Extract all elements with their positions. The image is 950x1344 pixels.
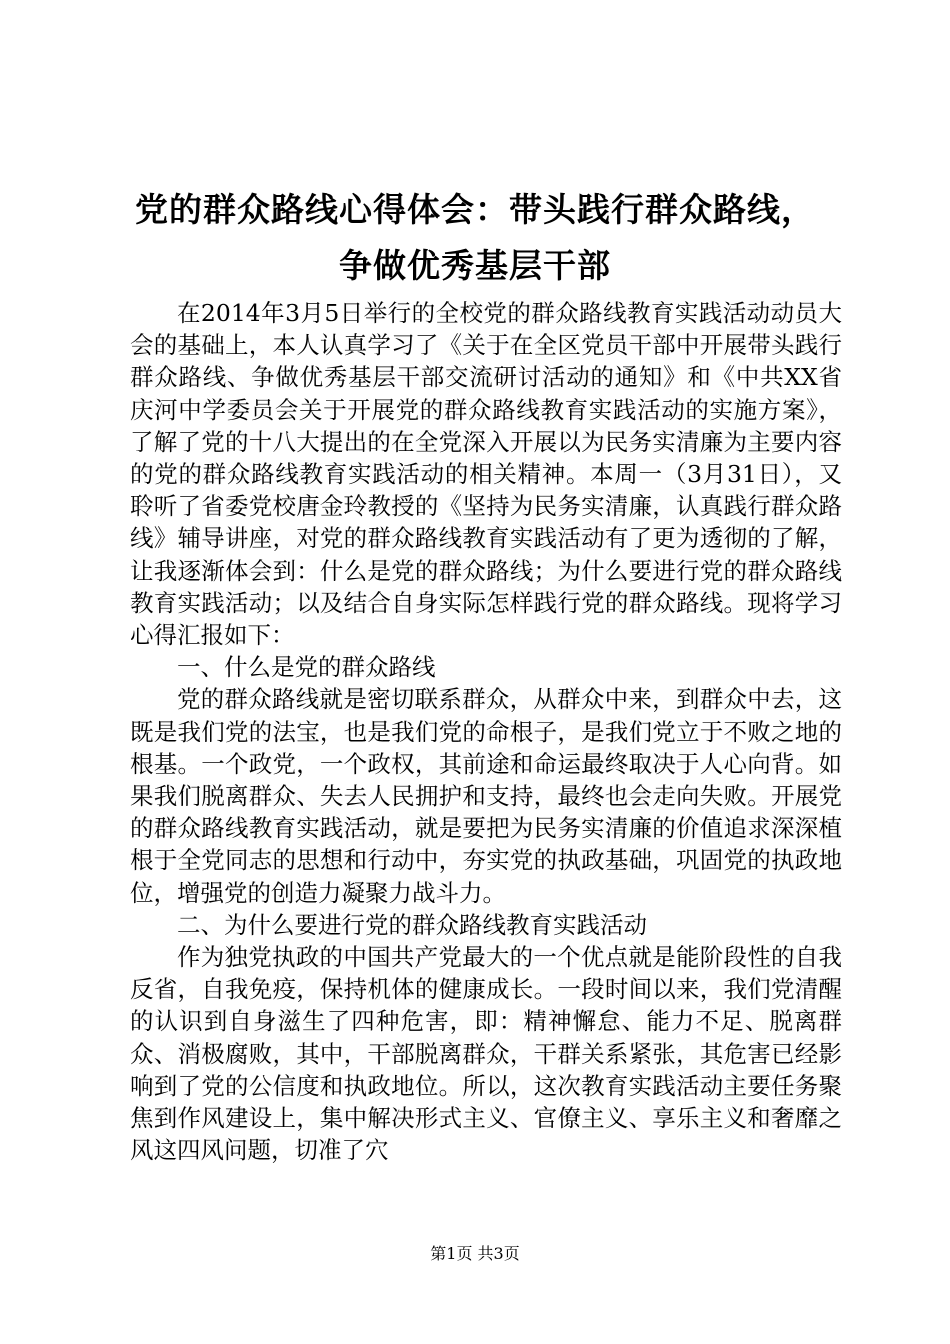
document-title-line-2: 争做优秀基层干部 [339,246,611,285]
paragraph-section-2: 作为独党执政的中国共产党最大的一个优点就是能阶段性的自我反省，自我免疫，保持机体的健康成长。一段时间以来，我们党清醒的认识到自身滋生了四种危害，即：精神懈怠、能力不足、脱离群众、消极腐败，其中，干部脱离群众，干群关系紧张，其危害已经影响到了党的公信度和执政地位。所以，这次教育实践活动主要任务聚焦到作风建设上，集中解决形式主义、官僚主义、享乐主义和奢靡之风这四风问题，切准了穴 [130,943,842,1165]
document-body [130,297,842,1166]
section-heading-2: 二、为什么要进行党的群众路线教育实践活动 [177,910,647,939]
paragraph-intro: 在2014年3月5日举行的全校党的群众路线教育实践活动动员大会的基础上，本人认真学习了《关于在全区党员干部中开展带头践行群众路线、争做优秀基层干部交流研讨活动的通知》和《中共XX省庆河中学委员会关于开展党的群众路线教育实践活动的实施方案》，了解了党的十八大提出的在全党深入开展以为民务实清廉为主要内容的党的群众路线教育实践活动的相关精神。本周一（3月31日），又聆听了省委党校唐金玲教授的《坚持为民务实清廉，认真践行群众路线》辅导讲座，对党的群众路线教育实践活动有了更为透彻的了解，让我逐渐体会到：什么是党的群众路线；为什么要进行党的群众路线教育实践活动；以及结合自身实际怎样践行党的群众路线。现将学习心得汇报如下： [130,299,842,650]
page-number-footer: 第1页 共3页 [430,1244,520,1263]
section-heading-1: 一、什么是党的群众路线 [177,653,436,682]
paragraph-section-1: 党的群众路线就是密切联系群众，从群众中来，到群众中去，这既是我们党的法宝，也是我们党的命根子，是我们党立于不败之地的根基。一个政党，一个政权，其前途和命运最终取决于人心向背。如果我们脱离群众、失去人民拥护和支持，最终也会走向失败。开展党的群众路线教育实践活动，就是要把为民务实清廉的价值追求深深植根于全党同志的思想和行动中，夯实党的执政基础，巩固党的执政地位，增强党的创造力凝聚力战斗力。 [130,685,842,907]
document-title-line-1: 党的群众路线心得体会：带头践行群众路线， [135,190,815,229]
